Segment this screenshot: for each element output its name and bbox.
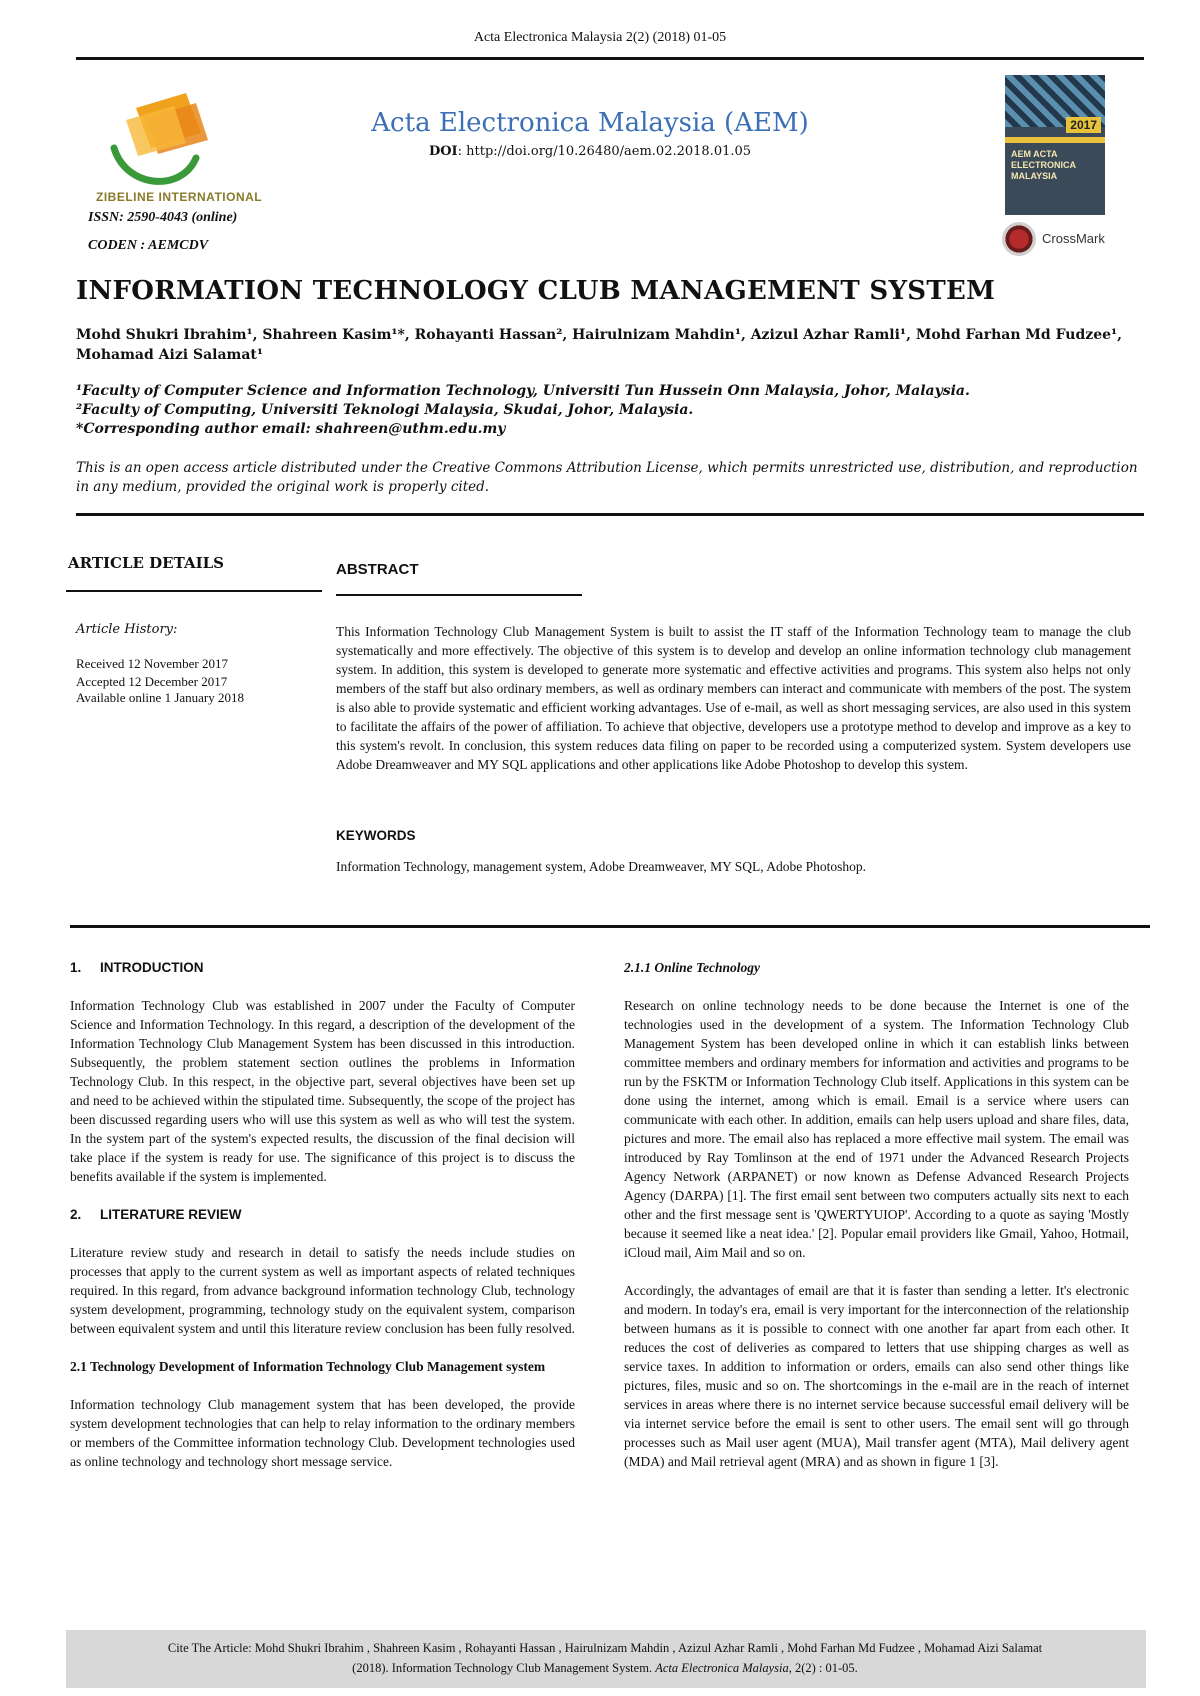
abstract-underline	[336, 594, 582, 596]
accepted-date: Accepted 12 December 2017	[76, 674, 228, 689]
corresponding-author: *Corresponding author email: shahreen@uthm.edu.my	[76, 421, 506, 437]
journal-cover	[1005, 75, 1105, 215]
online-technology-para-2: Accordingly, the advantages of email are that it is faster than sending a letter. It's electronic and modern. In today's era, email is very important for the interconnection of the relationship between humans as it is possible to connect with one another far apart from each other. It reduces the cost of deliveries as compared to letters that use shipping charges as well as service taxes. In addition to information or orders, emails can also send other things like pictures, files, music and so on. The shortcomings in the e-mail are in the reach of internet services in areas where there is no internet service because successful email delivery will be via internet service before the email is sent to other users. The email sent will go through processes such as Mail user agent (MUA), Mail transfer agent (MTA), Mail delivery agent (MDA) and Mail retrieval agent (MRA) and as shown in figure 1 [3].	[624, 1283, 1129, 1469]
journal-title: Acta Electronica Malaysia (AEM)	[371, 108, 809, 138]
publisher-name: ZIBELINE INTERNATIONAL	[96, 190, 263, 204]
article-details-heading: ARTICLE DETAILS	[68, 554, 224, 572]
coden: CODEN : AEMCDV	[88, 238, 209, 253]
running-header: Acta Electronica Malaysia 2(2) (2018) 01-05	[473, 30, 727, 45]
crossmark-icon	[1002, 222, 1036, 256]
details-underline	[66, 590, 322, 592]
available-date: Available online 1 January 2018	[76, 690, 244, 705]
license-notice: This is an open access article distributed under the Creative Commons Attribution License, which permits unrestricted use, distribution, and reproduction in any medium, provided the original work is properly cited.	[76, 460, 1138, 495]
crossmark-label: CrossMark	[1042, 231, 1105, 246]
keywords-heading: KEYWORDS	[336, 828, 416, 843]
left-column	[70, 958, 575, 1490]
subsection-body: Information technology Club management system that has been developed, the provide system development technologies that can help to relay information to the ordinary members or members of the Committee information technology Club. Development technologies used as online technology and technology short message service.	[70, 1397, 575, 1469]
affiliation-2: ²Faculty of Computing, Universiti Teknologi Malaysia, Skudai, Johor, Malaysia.	[76, 402, 694, 418]
article-title: INFORMATION TECHNOLOGY CLUB MANAGEMENT SYSTEM	[76, 276, 996, 306]
citation-text	[80, 1638, 1130, 1678]
doi-label: DOI	[428, 144, 458, 159]
citation-journal: Acta Electronica Malaysia	[655, 1661, 789, 1675]
introduction-body: Information Technology Club was established in 2007 under the Faculty of Computer Science and Information Technology. In this regard, a description of the development of the Information Technology Club Management System has been discussed in this introduction. Subsequently, the problem statement section outlines the problems in Information Technology Club. In this respect, in the objective part, several objectives have been set up and need to be achieved within the stipulated time. Subsequently, the scope of the project has been discussed regarding users who will use this system as well as who will test the system. In the system part of the system's expected results, the discussion of the final decision will take place if the system is ready for use. The significance of this project is to discuss the benefits available if the system is implemented.	[70, 998, 575, 1184]
header-rule	[76, 57, 1144, 60]
received-date: Received 12 November 2017	[76, 656, 228, 671]
abstract-rule	[70, 925, 1150, 928]
literature-review-heading: 2. LITERATURE REVIEW	[70, 1207, 242, 1222]
doi-link[interactable]: : http://doi.org/10.26480/aem.02.2018.01.05	[457, 144, 752, 159]
citation-line-2: (2018). Information Technology Club Management System.	[352, 1661, 653, 1675]
title-block-rule	[76, 513, 1144, 516]
issn: ISSN: 2590-4043 (online)	[88, 210, 238, 225]
online-technology-para-1: Research on online technology needs to be done because the Internet is one of the technologies used in the development of a system. The Information Technology Club Management System has been developed online in which it can establish links between committee members and ordinary members for information and activities and programs to be run by the FSKTM or Information Technology Club itself. Applications in this system can be done using the internet, among which is email. Email is a service where users can communicate with each other. In addition, emails can help users upload and share files, data, pictures and more. The email also has replaced a more effective mail system. The email was introduced by Ray Tomlinson at the end of 1971 under the Advanced Research Projects Agency Network (ARPANET) or now known as Defense Advanced Research Projects Agency (DARPA) [1]. The first email sent between two computers actually sits next to each other and the first message sent is 'QWERTYUIOP'. According to a quote as saying 'Mostly because it seemed like a neat idea.' [2]. Popular email providers like Gmail, Yahoo, Hotmail, iCloud mail, Aim Mail and so on.	[624, 998, 1129, 1260]
introduction-heading: 1. INTRODUCTION	[70, 960, 204, 975]
authors: Mohd Shukri Ibrahim¹, Shahreen Kasim¹*, Rohayanti Hassan², Hairulnizam Mahdin¹, Azizul Azhar Ramli¹, Mohd Farhan Md Fudzee¹, Mohamad Aizi Salamat¹	[76, 327, 1123, 363]
cover-text: AEM ACTA ELECTRONICA MALAYSIA	[1011, 149, 1076, 181]
cover-year: 2017	[1066, 117, 1101, 133]
right-column	[624, 958, 1129, 1490]
subsection-heading: 2.1 Technology Development of Information Technology Club Management system	[70, 1359, 546, 1374]
article-history-label: Article History:	[76, 622, 178, 637]
keywords-body: Information Technology, management system, Adobe Dreamweaver, MY SQL, Adobe Photoshop.	[336, 859, 867, 874]
affiliation-1: ¹Faculty of Computer Science and Information Technology, Universiti Tun Hussein Onn Malaysia, Johor, Malaysia.	[76, 383, 970, 399]
abstract-heading: ABSTRACT	[336, 561, 419, 578]
citation-line-1: Cite The Article: Mohd Shukri Ibrahim , Shahreen Kasim , Rohayanti Hassan , Hairulnizam Mahdin , Azizul Azhar Ramli , Mohd Farhan Md Fudzee , Mohamad Aizi Salamat	[167, 1641, 1043, 1655]
citation-volume: , 2(2) : 01-05.	[788, 1661, 858, 1675]
crossmark-badge[interactable]	[1002, 222, 1122, 258]
cover-stripe	[1005, 137, 1105, 143]
abstract-body: This Information Technology Club Management System is built to assist the IT staff of the Information Technology team to manage the club systematically and more effectively. The objective of this system is to develop and develop an online information technology club management system. In addition, this system is developed to generate more systematic and effective activities and programs. This system also helps not only members of the staff but also ordinary members, as well as ordinary members can interact and communicate with members of the post. The system is also able to provide systematic and efficient working advantages. Use of e-mail, as well as short messaging services, are also used in this system to facilitate the affairs of the power of affiliation. To achieve that objective, developers use a prototype method to develop and improve as a key to this system's revolt. In conclusion, this system reduces data filing on paper to be recorded using a computerized system. System developers use Adobe Dreamweaver and MY SQL applications and other applications like Adobe Photoshop to develop this system.	[336, 624, 1131, 772]
online-technology-heading: 2.1.1 Online Technology	[624, 960, 761, 975]
literature-review-body: Literature review study and research in detail to satisfy the needs include studies on processes that apply to the current system as well as important aspects of related techniques required. In this regard, from advance background information technology Club, technology system development, programming, technology study on the equivalent system, comparison between equivalent system and until this literature review conclusion has been fully resolved.	[70, 1245, 575, 1336]
doi[interactable]	[330, 144, 850, 159]
